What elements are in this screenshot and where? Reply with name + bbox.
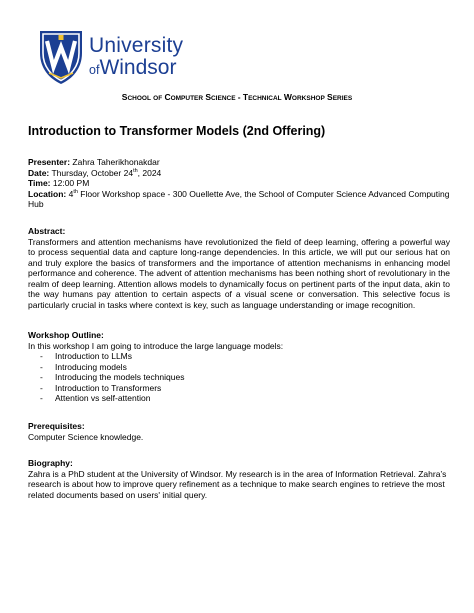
date-value: Thursday, October 24 [49,167,134,178]
university-logo [38,29,188,85]
presenter-label: Presenter: [28,157,71,167]
outline-section [28,330,450,404]
wordmark-of: of [89,63,100,77]
date-line [28,168,450,179]
list-item: - Introduction to Transformers [40,382,162,393]
date-label: Date: [28,167,50,178]
abstract-section [28,226,450,310]
time-line [28,178,450,189]
list-item: - Introduction to LLMs [40,351,133,361]
abstract-heading: Abstract: [28,226,66,236]
outline-intro: In this workshop I am going to introduce the large language models: [28,340,284,351]
location-value: Floor Workshop space - 300 Ouellette Ave, the School of Computer Science Advanced Computing [77,188,450,199]
page-title: Introduction to Transformer Models (2nd Offering) [28,124,326,138]
wordmark-of-windsor [89,57,183,78]
list-dash: - [40,372,43,382]
time-value: 12:00 PM [50,178,90,188]
location-label: Location: [28,188,67,199]
date-year: , 2024 [137,167,162,178]
event-info [28,157,450,210]
wordmark-windsor: Windsor [99,56,177,79]
biography-heading: Biography: [28,458,73,468]
date-suffix: th [133,167,138,174]
location-floor: 4 [66,188,74,199]
wordmark-university: University [89,34,184,57]
prerequisites-heading: Prerequisites: [28,421,85,431]
workshop-series-heading: SCHOOL OF COMPUTER SCIENCE - TECHNICAL WORKSHOP SERIES [121,92,353,102]
presenter-value: Zahra Taherikhonakdar [70,157,160,167]
list-dash: - [40,351,43,361]
university-crest-icon [38,29,84,85]
presenter-line [28,157,450,168]
list-dash: - [40,393,43,403]
outline-heading: Workshop Outline: [28,330,104,340]
university-wordmark [89,35,183,78]
prerequisites-body: Computer Science knowledge. [28,431,144,442]
time-label: Time: [28,178,51,188]
location-line-2: Hub [28,199,44,209]
location-suffix: th [73,188,78,195]
biography-body: Zahra is a PhD student at the University of Windsor. My research is in the area of Information Retrieval. Zahra’s research is about how to improve query refinement as a technique to make search engines to retrieve the most related documents based on users' initial query. [28,468,447,500]
abstract-body: Transformers and attention mechanisms have revolutionized the field of deep learning, offering a powerful way to process sequential data and capture long-range dependencies. In this article, we will put our serious hat on and truly explore the basics of transformers and the importance of attention mechanisms in enhancing model performance and coherence. The advent of attention mechanisms has been nothing short of revolutionary in the realm of deep learning. Attention allows models to dynamically focus on pertinent parts of the input data, akin to the way humans pay attention to certain aspects of a visual scene or conversation. This selective focus is particularly crucial in tasks where context is key, such as language understanding or image recognition. [28,236,450,310]
list-dash: - [40,382,43,393]
list-dash: - [40,361,43,372]
list-item: - Attention vs self-attention [40,393,151,403]
list-item: - Introducing models [40,361,127,372]
biography-section [28,458,450,500]
list-item: - Introducing the models techniques [40,372,185,382]
location-line [28,189,450,200]
prerequisites-section [28,421,450,442]
outline-list [28,351,450,404]
